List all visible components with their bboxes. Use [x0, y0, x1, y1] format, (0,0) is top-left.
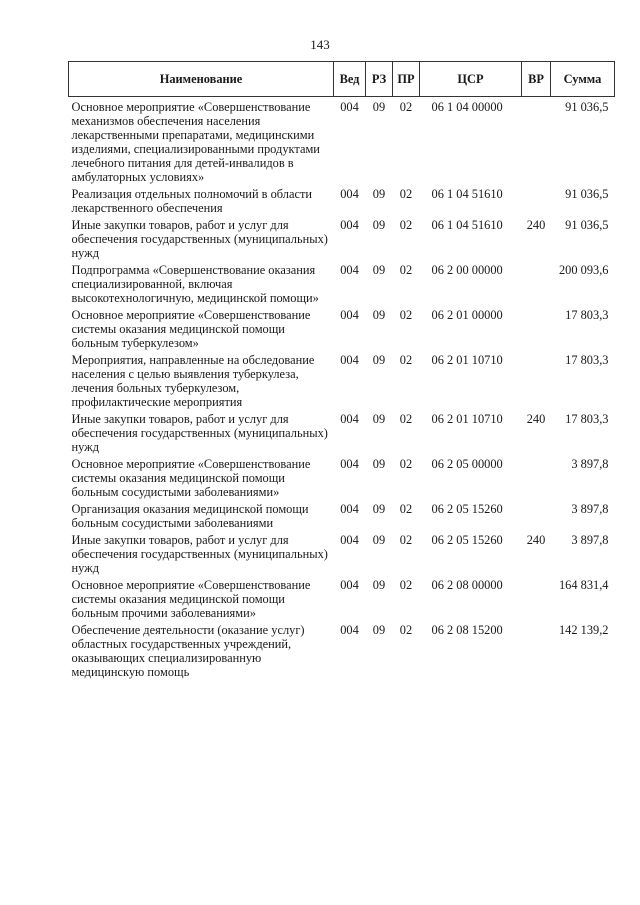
- row-vr: [522, 454, 551, 499]
- row-rz: 09: [372, 187, 386, 201]
- row-name: Мероприятия, направленные на обследование населения с целью выявления туберкулеза, лечения больных туберкулезом, профилактические мероприятия: [71, 353, 315, 409]
- row-ved: 004: [340, 218, 359, 232]
- row-csr: 06 2 01 10710: [431, 412, 503, 426]
- row-vr: 240: [526, 218, 546, 232]
- header-pr: ПР: [393, 62, 420, 97]
- row-vr: [522, 575, 551, 620]
- row-rz: 09: [372, 308, 386, 322]
- row-csr: 06 2 08 00000: [431, 578, 503, 592]
- table-row: [69, 305, 615, 350]
- row-sum: 91 036,5: [565, 218, 609, 232]
- row-pr: 02: [399, 100, 413, 114]
- row-vr: [522, 260, 551, 305]
- row-rz: 09: [372, 578, 386, 592]
- header-name: Наименование: [69, 62, 334, 97]
- table-row: [69, 215, 615, 260]
- row-csr: 06 2 01 00000: [431, 308, 503, 322]
- row-rz: 09: [372, 412, 386, 426]
- row-name: Реализация отдельных полномочий в области лекарственного обеспечения: [71, 187, 313, 215]
- row-vr: [522, 499, 551, 530]
- row-pr: 02: [399, 502, 413, 516]
- row-ved: 004: [340, 308, 359, 322]
- row-rz: 09: [372, 502, 386, 516]
- row-csr: 06 2 05 15260: [431, 533, 503, 547]
- header-csr: ЦСР: [420, 62, 522, 97]
- row-sum: 91 036,5: [565, 187, 609, 201]
- row-sum: 17 803,3: [565, 308, 609, 322]
- row-name: Основное мероприятие «Совершенствование системы оказания медицинской помощи больным прочими заболеваниями»: [71, 578, 311, 620]
- row-ved: 004: [340, 263, 359, 277]
- table-header-row: [69, 62, 615, 97]
- row-rz: 09: [372, 623, 386, 637]
- row-sum: 164 831,4: [558, 578, 609, 592]
- row-ved: 004: [340, 100, 359, 114]
- row-name: Основное мероприятие «Совершенствование системы оказания медицинской помощи больным сосудистыми заболеваниями»: [71, 457, 311, 499]
- row-rz: 09: [372, 533, 386, 547]
- row-name: Основное мероприятие «Совершенствование системы оказания медицинской помощи больным туберкулезом»: [71, 308, 311, 350]
- row-name: Обеспечение деятельности (оказание услуг) областных государственных учреждений, оказывающих специализированную медицинскую помощь: [71, 623, 305, 679]
- header-sum: Сумма: [551, 62, 615, 97]
- header-rz: РЗ: [366, 62, 393, 97]
- row-csr: 06 1 04 51610: [431, 187, 503, 201]
- row-pr: 02: [399, 218, 413, 232]
- row-sum: 3 897,8: [571, 502, 609, 516]
- row-name: Организация оказания медицинской помощи больным сосудистыми заболеваниями: [71, 502, 309, 530]
- row-name: Иные закупки товаров, работ и услуг для обеспечения государственных (муниципальных) нужд: [71, 412, 328, 454]
- row-csr: 06 1 04 00000: [431, 100, 503, 114]
- row-vr: [522, 184, 551, 215]
- row-vr: [522, 305, 551, 350]
- row-ved: 004: [340, 533, 359, 547]
- row-ved: 004: [340, 578, 359, 592]
- row-sum: 17 803,3: [565, 412, 609, 426]
- budget-table: [68, 61, 615, 679]
- row-sum: 17 803,3: [565, 353, 609, 367]
- table-row: [69, 575, 615, 620]
- row-pr: 02: [399, 412, 413, 426]
- row-vr: [522, 620, 551, 679]
- row-name: Иные закупки товаров, работ и услуг для обеспечения государственных (муниципальных) нужд: [71, 533, 328, 575]
- row-sum: 3 897,8: [571, 533, 609, 547]
- row-name: Основное мероприятие «Совершенствование механизмов обеспечения населения лекарственными препаратами, медицинскими изделиями, специализированными продуктами лечебного питания для детей-инвалидов в амбулаторных условиях»: [71, 100, 320, 184]
- row-csr: 06 2 00 00000: [431, 263, 503, 277]
- row-pr: 02: [399, 623, 413, 637]
- row-pr: 02: [399, 263, 413, 277]
- row-csr: 06 1 04 51610: [431, 218, 503, 232]
- row-csr: 06 2 01 10710: [431, 353, 503, 367]
- page-number: 143: [310, 37, 330, 52]
- row-pr: 02: [399, 187, 413, 201]
- table-row: [69, 409, 615, 454]
- row-pr: 02: [399, 457, 413, 471]
- row-ved: 004: [340, 502, 359, 516]
- row-vr: 240: [526, 533, 546, 547]
- row-csr: 06 2 05 00000: [431, 457, 503, 471]
- row-rz: 09: [372, 263, 386, 277]
- row-pr: 02: [399, 308, 413, 322]
- row-pr: 02: [399, 533, 413, 547]
- row-pr: 02: [399, 578, 413, 592]
- table-row: [69, 530, 615, 575]
- row-name: Подпрограмма «Совершенствование оказания специализированной, включая высокотехнологичную, медицинской помощи»: [71, 263, 319, 305]
- row-vr: [522, 350, 551, 409]
- row-rz: 09: [372, 218, 386, 232]
- row-sum: 3 897,8: [571, 457, 609, 471]
- row-sum: 200 093,6: [558, 263, 609, 277]
- table-row: [69, 97, 615, 185]
- table-row: [69, 184, 615, 215]
- table-row: [69, 499, 615, 530]
- row-csr: 06 2 08 15200: [431, 623, 503, 637]
- row-rz: 09: [372, 457, 386, 471]
- table-row: [69, 454, 615, 499]
- row-rz: 09: [372, 353, 386, 367]
- table-row: [69, 620, 615, 679]
- header-ved: Вед: [334, 62, 366, 97]
- row-sum: 142 139,2: [558, 623, 609, 637]
- row-ved: 004: [340, 623, 359, 637]
- header-vr: ВР: [522, 62, 551, 97]
- row-vr: 240: [526, 412, 546, 426]
- row-name: Иные закупки товаров, работ и услуг для обеспечения государственных (муниципальных) нужд: [71, 218, 328, 260]
- row-ved: 004: [340, 187, 359, 201]
- row-rz: 09: [372, 100, 386, 114]
- row-csr: 06 2 05 15260: [431, 502, 503, 516]
- row-ved: 004: [340, 412, 359, 426]
- table-row: [69, 260, 615, 305]
- row-sum: 91 036,5: [565, 100, 609, 114]
- row-ved: 004: [340, 457, 359, 471]
- table-row: [69, 350, 615, 409]
- row-ved: 004: [340, 353, 359, 367]
- row-pr: 02: [399, 353, 413, 367]
- row-vr: [522, 97, 551, 185]
